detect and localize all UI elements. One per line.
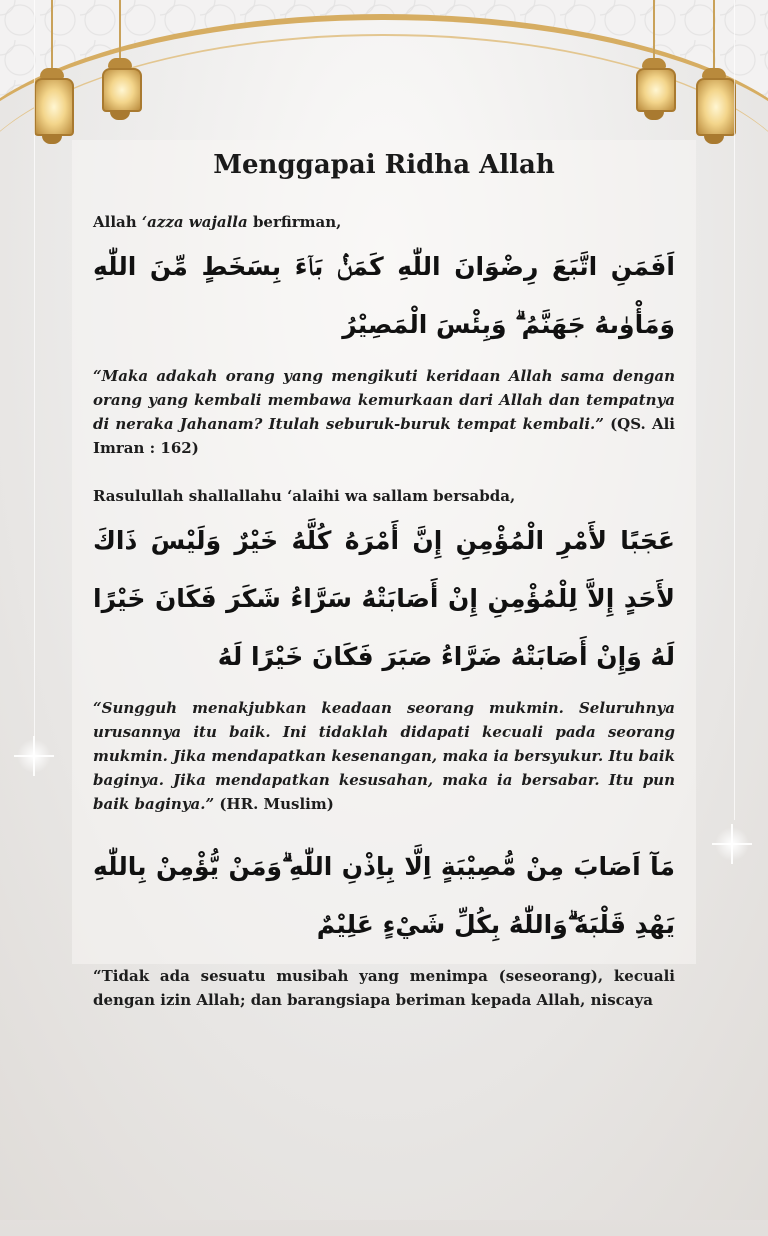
- hadith-reference: (HR. Muslim): [214, 795, 334, 813]
- lantern-icon: [100, 0, 140, 120]
- section1-arabic-verse: اَفَمَنِ اتَّبَعَ رِضْوَانَ اللّٰهِ كَمَنْۢ بَاۤءَ بِسَخَطٍ مِّنَ اللّٰهِ وَمَأْوٰىهُ جَهَنَّمُ ۗ وَبِئْسَ الْمَصِيْرُ: [93, 252, 675, 339]
- intro-prefix: Allah: [93, 213, 142, 231]
- sparkle-icon: [14, 736, 54, 776]
- section2-intro: Rasulullah shallallahu ‘alaihi wa sallam bersabda,: [93, 487, 516, 505]
- lantern-icon: [634, 0, 674, 120]
- section2-translation: [93, 696, 675, 816]
- section3-arabic-verse: مَآ اَصَابَ مِنْ مُّصِيْبَةٍ اِلَّا بِاِذْنِ اللّٰهِ ۗوَمَنْ يُّؤْمِنْ بِاللّٰهِ يَهْدِ قَلْبَهٗ ۗوَاللّٰهُ بِكُلِّ شَيْءٍ عَلِيْمٌ: [93, 852, 675, 939]
- section3-translation: “Tidak ada sesuatu musibah yang menimpa (seseorang), kecuali dengan izin Allah; dan barangsiapa beriman kepada Allah, niscaya: [93, 967, 675, 1009]
- lantern-icon: [692, 0, 736, 160]
- section2-arabic-hadith: عَجَبًا لأَمْرِ الْمُؤْمِنِ إِنَّ أَمْرَهُ كُلَّهُ خَيْرٌ وَلَيْسَ ذَاكَ لأَحَدٍ إِلاَّ لِلْمُؤْمِنِ إِنْ أَصَابَتْهُ سَرَّاءُ شَكَرَ فَكَانَ خَيْرًا لَهُ وَإِنْ أَصَابَتْهُ ضَرَّاءُ صَبَرَ فَكَانَ خَيْرًا لَهُ: [93, 526, 675, 671]
- decorative-thread: [734, 0, 735, 820]
- document-body: [93, 150, 675, 1038]
- decorative-thread: [34, 0, 35, 740]
- section1-intro: [93, 212, 675, 232]
- translation-quote: “Sungguh menakjubkan keadaan seorang mukmin. Seluruhnya urusannya itu baik. Ini tidaklah didapati kecuali pada seorang mukmin. Jika mendapatkan kesenangan, maka ia bersyukur. Itu baik baginya. Jika mendapatkan kesusahan, maka ia bersabar. Itu pun baik baginya.”: [93, 699, 675, 813]
- page-title: Menggapai Ridha Allah: [213, 150, 555, 180]
- lantern-icon: [30, 0, 74, 160]
- sparkle-icon: [712, 824, 752, 864]
- section1-translation: [93, 364, 675, 460]
- intro-emphasis: ‘azza wajalla: [141, 213, 248, 231]
- translation-quote: “Maka adakah orang yang mengikuti keridaan Allah sama dengan orang yang kembali membawa kemurkaan dari Allah dan tempatnya di neraka Jahanam? Itulah seburuk-buruk tempat kembali.”: [93, 367, 675, 433]
- intro-suffix: berfirman,: [247, 213, 342, 231]
- verse-reference: (QS. Ali Imran : 162): [93, 415, 675, 457]
